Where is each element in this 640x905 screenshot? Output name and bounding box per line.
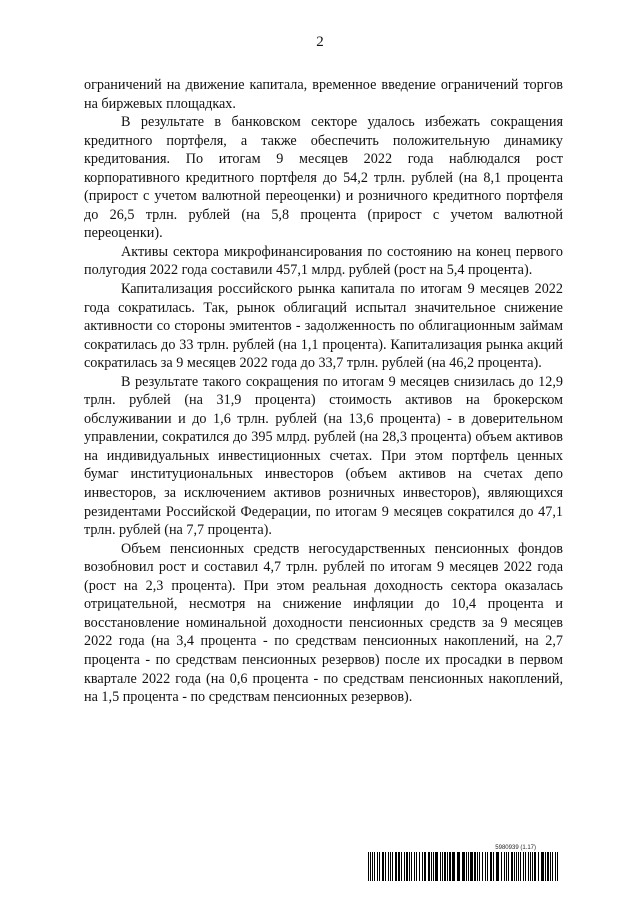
paragraph-4: Капитализация российского рынка капитала по итогам 9 месяцев 2022 года сократилась. Так, рынок облигаций испытал значительное снижение активности со стороны эмитентов - задолженность по облигационным займам сократилась до 33 трлн. рублей (на 1,1 процента). Капитализация рынка акций сократилась за 9 месяцев 2022 года до 33,7 трлн. рублей (на 46,2 процента). [84, 281, 563, 372]
document-code: 5980939 (1.17) [495, 845, 536, 851]
paragraph-5: В результате такого сокращения по итогам 9 месяцев снизилась до 12,9 трлн. рублей (на 31,9 процента) стоимость активов на брокерском обслуживании и до 1,6 трлн. рублей (на 13,6 процента) - в доверительном управлении, сократился до 395 млрд. рублей (на 28,3 процента) объем активов на индивидуальных инвестиционных счетах. При этом портфель ценных бумаг институциональных инвесторов (объем активов на счетах депо инвесторов, за исключением активов розничных инвесторов), являющихся резидентами Российской Федерации, по итогам 9 месяцев сократился до 47,1 трлн. рублей (на 7,7 процента). [84, 373, 563, 539]
paragraph-2: В результате в банковском секторе удалось избежать сокращения кредитного портфеля, а также обеспечить положительную динамику кредитования. По итогам 9 месяцев 2022 года наблюдался рост корпоративного кредитного портфеля до 54,2 трлн. рублей (на 8,1 процента (прирост с учетом валютной переоценки) и розничного кредитного портфеля до 26,5 трлн. рублей (на 5,8 процента (прирост с учетом валютной переоценки). [84, 114, 563, 242]
paragraph-3: Активы сектора микрофинансирования по состоянию на конец первого полугодия 2022 года составили 457,1 млрд. рублей (рост на 5,4 процента). [84, 243, 563, 279]
paragraph-6: Объем пенсионных средств негосударственных пенсионных фондов возобновил рост и составил 4,7 трлн. рублей по итогам 9 месяцев 2022 года (рост на 2,3 процента). При этом реальная доходность сектора оказалась отрицательной, несмотря на снижение инфляции до 10,4 процента и восстановление номинальной доходности пенсионных средств за 9 месяцев 2022 года (на 3,4 процента - по средствам пенсионных накоплений, на 2,7 процента - по средствам пенсионных резервов) после их просадки в первом квартале 2022 года (на 0,6 процента - по средствам пенсионных накоплений, на 1,5 процента - по средствам пенсионных резервов). [84, 540, 563, 706]
barcode-graphic [368, 852, 559, 881]
document-body [84, 76, 563, 707]
paragraph-1: ограничений на движение капитала, временное введение ограничений торгов на биржевых площадках. [84, 77, 563, 112]
page-number: 2 [316, 34, 324, 50]
